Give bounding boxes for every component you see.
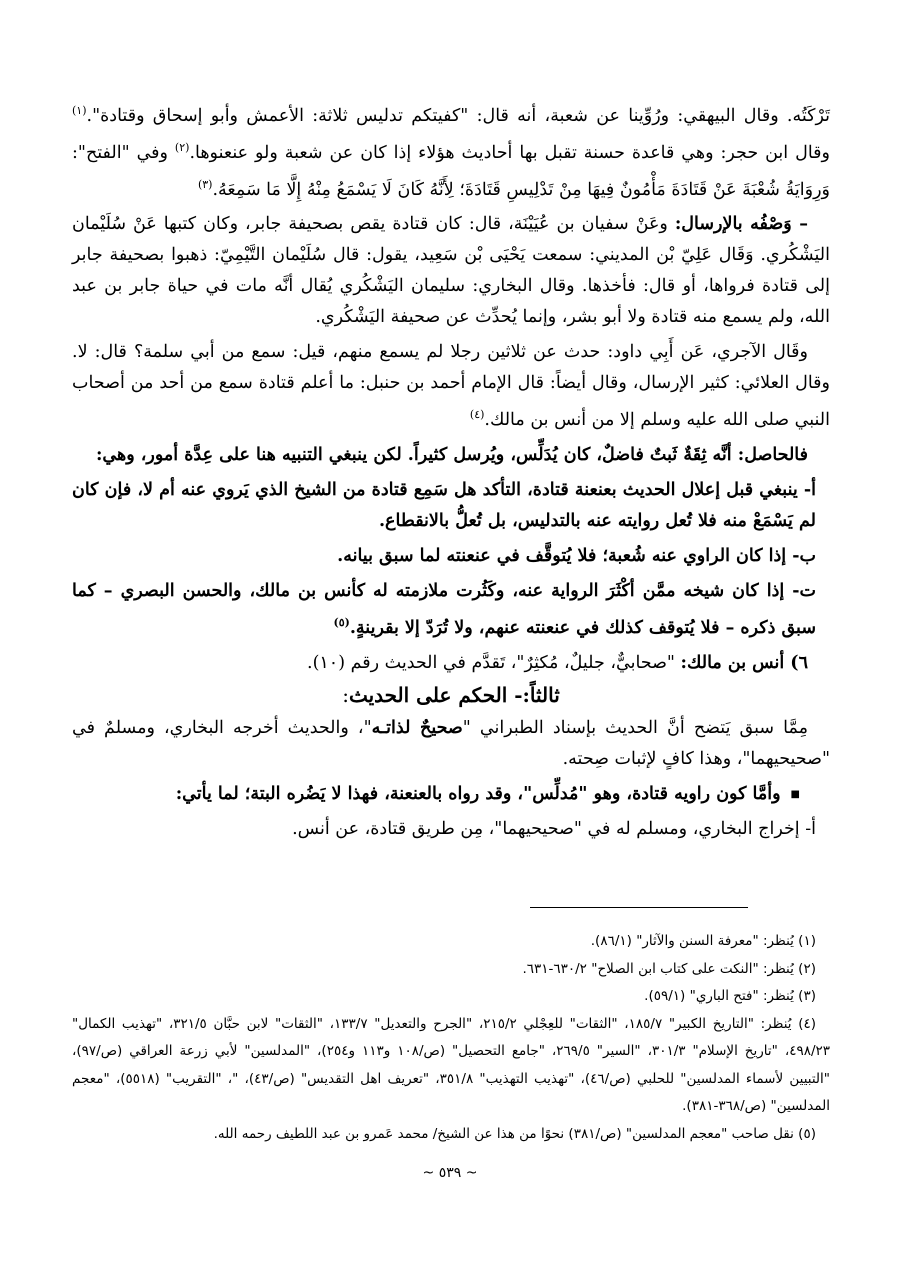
narrator-anas (72, 648, 830, 679)
paragraph-irsal (72, 209, 830, 333)
narrator-label: ٦) أنس بن مالك: (680, 653, 808, 674)
page-number: ~ ٥٣٩ ~ (422, 1165, 478, 1181)
point-b: ب- إذا كان الراوي عنه شُعبة؛ فلا يُتوقَّف في عنعنته لما سبق بيانه. (337, 546, 816, 567)
footnote-ref[interactable]: (١) (72, 104, 87, 117)
footnote-ref[interactable]: (٢) (174, 140, 190, 154)
main-text (72, 95, 830, 849)
paragraph-3 (72, 337, 830, 436)
text: ت- إذا كان شيخه ممَّن أكْثَرَ الرواية عنه، وكَثُرت ملازمته له كأنس بن مالك، والحسن البصري – كما سبق ذكره – فلا يُتوقف كذلك في عنعنته عنهم، ولا تُرَدّ إلا بقرينةٍ. (72, 581, 816, 639)
ruling-term: صحيحٌ لذاتـه (371, 718, 463, 739)
section-label: – وَصْفُه بالإرسال: (674, 214, 808, 235)
text: وعَنْ سفيان بن عُيَيْنَة، قال: كان قتادة يقص بصحيفة جابر، وكان كتبها عَنْ سُلَيْمان اليَشْكُري. وَقَال عَلِيّ بْن المديني: سمعت يَحْيَى بْن سَعِيد، يقول: قال سُلَيْمان التَّيْمِيّ: ذهبوا بصحيفة جابر إلى قتادة فرواها، أو قال: فأخذها. وقال البخاري: سليمان اليَشْكُري يُقال أنَّه مات في حياة جابر بن عبد الله، ولم يسمع منه قتادة ولا أبو بشر، وإنما يُحدِّث عن صحيفة اليَشْكُري. (72, 214, 830, 328)
footnote-2: (٢) يُنظر: "النكت على كتاب ابن الصلاح" ٦٣٠/٢-٦٣١. (522, 960, 816, 977)
paragraph-1 (72, 95, 830, 205)
footnote-4: (٤) يُنظر: "التاريخ الكبير" ١٨٥/٧، "الثقات" للعِجْلي ٢١٥/٢، "الجرح والتعديل" ١٣٣/٧، "الثقات" لابن حبَّان ٣٢١/٥، "تهذيب الكمال" ٤٩٨/٢٣، "تاريخ الإسلام" ٣٠١/٣، "السير" ٢٦٩/٥، "جامع التحصيل" (ص/١٠٨ و١١٣ و٢٥٤)، "المدلسين" لأبي زرعة العراقي (ص/٩٧)، "التبيين لأسماء المدلسين" للحلبي (ص/٤٦)، "تهذيب التهذيب" ٣٥١/٨، "تعريف اهل التقديس" (ص/٤٣)، "، "التقريب" (٥٥١٨)، "معجم المدلسين" (ص/٣٦٨-٣٨١). (72, 1015, 831, 1114)
section-heading (72, 683, 830, 707)
heading-colon: : (342, 683, 349, 708)
point-a: أ- ينبغي قبل إعلال الحديث بعنعنة قتادة، التأكد هل سَمِع قتادة من الشيخ الذي يَروي عنه أم لا، فإن كان لم يَسْمَعْ منه فلا تُعل روايته عنه بالتدليس، بل تُعلُّ بالانقطاع. (72, 480, 816, 532)
footnote-3: (٣) يُنظر: "فتح الباري" (٥٩/١). (644, 988, 816, 1004)
heading-number: ثالثاً:- (507, 683, 560, 708)
footnote-1: (١) يُنظر: "معرفة السنن والآثار" (٨٦/١). (590, 933, 816, 949)
heading-title: الحكم على الحديث (348, 683, 508, 708)
summary-paragraph: فالحاصل: أنَّه ثِقَةٌ ثَبتٌ فاضلٌ، كان يُدَلِّس، ويُرسل كثيراً. لكن ينبغي التنبيه هنا على عِدَّة أمور، وهي: (95, 445, 808, 466)
text: مِمَّا سبق يَتضح أنَّ الحديث بإسناد الطبراني " (462, 718, 808, 739)
footnote-separator (530, 907, 748, 908)
footnote-ref[interactable]: (٣) (197, 177, 213, 191)
alpha-point: أ- إخراج البخاري، ومسلم له في "صحيحيهما"، مِن طريق قتادة، عن أنس. (292, 819, 816, 840)
footnote-5: (٥) نقل صاحب "معجم المدلسين" (ص/٣٨١) نحوًا من هذا عن الشيخ/ محمد عَمرو بن عبد اللطيف رحمه الله. (213, 1125, 816, 1142)
text: "صحابيٌّ، جليلٌ، مُكثِرٌ"، تَقدَّم في الحديث رقم (١٠). (307, 653, 681, 674)
text: وفي "الفتح": وَرِوَايَةُ شُعْبَةَ عَنْ قَتَادَةَ مَأْمُونٌ فِيهَا مِنْ تَدْلِيسِ قَتَادَةَ؛ لِأَنَّهُ كَانَ لَا يَسْمَعُ مِنْهُ إِلَّا مَا سَمِعَهُ. (72, 142, 830, 200)
footnote-ref[interactable]: (٤) (469, 408, 485, 422)
point-c (72, 576, 816, 644)
text: "، والحديث أخرجه البخاري، ومسلمٌ في "صحيحيهما"، وهذا كافٍ لإثبات صِحته. (72, 718, 830, 770)
footnotes (72, 928, 830, 1148)
bullet-point: ■ وأمَّا كون راويه قتادة، وهو "مُدلِّس"، وقد رواه بالعنعنة، فهذا لا يَضُره البتة؛ لما يأتي: (72, 779, 800, 810)
text: وقال ابن حجر: وهي قاعدة حسنة تقبل بها أحاديث هؤلاء إذا كان عن شعبة ولو عنعنوها. (189, 142, 830, 163)
text: تَرْكَتُه. وقال البيهقي: ورُوِّينا عن شعبة، أنه قال: "كفيتكم تدليس ثلاثة: الأعمش وأبو إسحاق وقتادة". (86, 105, 830, 126)
text: وقَال الآجري، عَن أَبِي داود: حدث عن ثلاثين رجلا لم يسمع منهم، قيل: سمع من أبي سلمة؟ قال: لا. وقال العلائي: كثير الإرسال، وقال أيضاً: قال الإمام أحمد بن حنبل: ما أعلم قتادة سمع من أحد من أصحاب النبي صلى الله عليه وسلم إلا من أنس بن مالك. (72, 342, 830, 431)
footnote-ref[interactable]: (٥) (333, 616, 350, 630)
ruling-paragraph (72, 713, 830, 775)
